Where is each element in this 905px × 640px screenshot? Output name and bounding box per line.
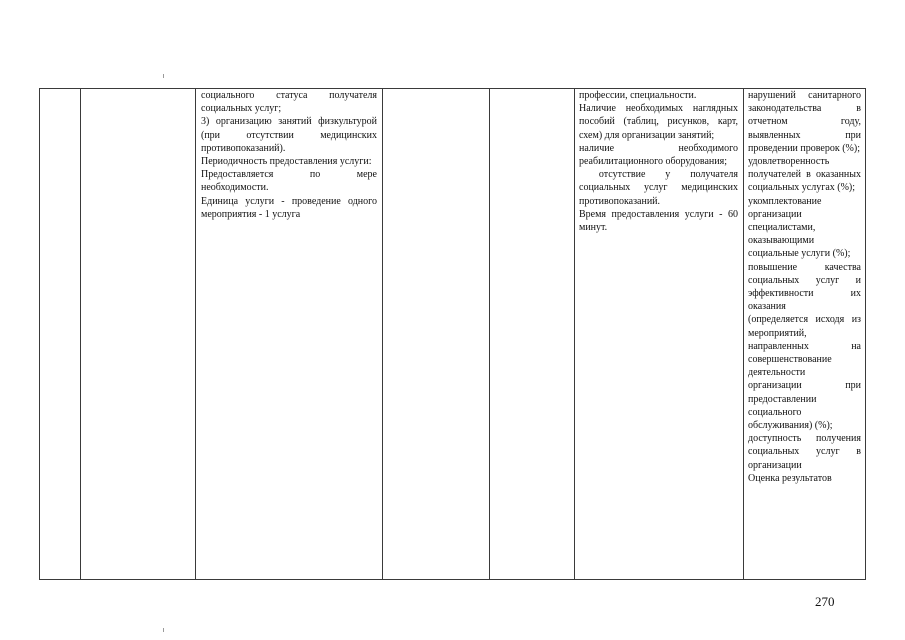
table-cell-service-description xyxy=(196,89,383,580)
services-table xyxy=(39,88,866,580)
table-row xyxy=(40,89,866,580)
table-cell-service-standard xyxy=(383,89,490,580)
table-cell-quality-indicators xyxy=(744,89,866,580)
table-cell-number xyxy=(40,89,81,580)
page-number: 270 xyxy=(815,594,835,609)
bottom-margin-mark xyxy=(163,628,164,632)
table-cell-service-cost xyxy=(490,89,575,580)
cell-text: социального статуса получателя социальных услуг; 3) организацию занятий физкультурой (при отсутствии медицинских противопоказаний). Периодичность предоставления услуги: Предоставляется по мере необходимости. Единица услуги - проведение одного мероприятия - 1 услуга xyxy=(201,90,377,220)
table-cell-service-conditions xyxy=(575,89,744,580)
cell-text: профессии, специальности. Наличие необходимых наглядных пособий (таблиц, рисунков, карт, схем) для организации занятий; наличие необходимого реабилитационного оборудования; отсутствие у получателя социальных услуг медицинских противопоказаний. Время предоставления услуги - 60 минут. xyxy=(579,90,739,234)
cell-text: нарушений санитарного законодательства в отчетном году, выявленных при проведении проверок (%); удовлетворенность получателей в оказанных социальных услугах (%); укомплектование организации специалистами, оказывающими социальные услуги (%); повышение качества социальных услуг и эффективности их оказания (определяется исходя из мероприятий, направленных на совершенствование деятельности организации при предоставлении социального обслуживания) (%); доступность получения социальных услуг в организации Оценка результатов xyxy=(748,90,861,484)
table-cell-service-name xyxy=(81,89,196,580)
top-margin-mark xyxy=(163,74,164,78)
